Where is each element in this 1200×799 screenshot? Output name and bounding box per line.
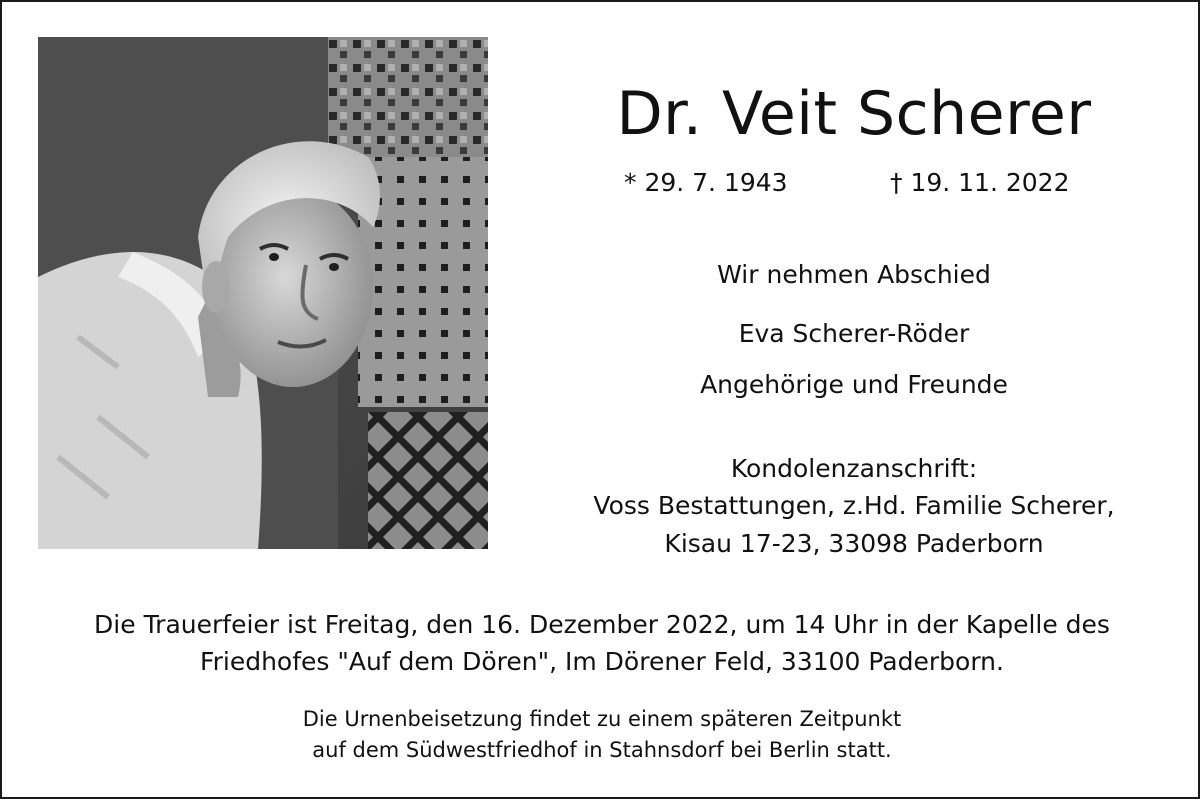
urn-burial-info bbox=[2, 704, 1200, 766]
condolence-heading: Kondolenzanschrift: bbox=[730, 454, 978, 483]
service-line-2: Friedhofes "Auf dem Dören", Im Dörener Feld, 33100 Paderborn. bbox=[200, 647, 1004, 676]
condolence-address-line-1: Voss Bestattungen, z.Hd. Familie Scherer, bbox=[593, 491, 1115, 520]
service-line-1: Die Trauerfeier ist Freitag, den 16. Dezember 2022, um 14 Uhr in der Kapelle des bbox=[94, 610, 1110, 639]
death-date: † 19. 11. 2022 bbox=[890, 168, 1070, 197]
portrait-photo bbox=[38, 37, 488, 549]
funeral-service-info bbox=[2, 606, 1200, 680]
condolence-address-line-2: Kisau 17-23, 33098 Paderborn bbox=[664, 529, 1044, 558]
mourner-name: Eva Scherer-Röder bbox=[738, 319, 970, 348]
farewell-text: Wir nehmen Abschied bbox=[717, 260, 991, 289]
urn-line-1: Die Urnenbeisetzung findet zu einem späteren Zeitpunkt bbox=[302, 707, 902, 731]
birth-date: * 29. 7. 1943 bbox=[624, 168, 788, 197]
mourner-relatives: Angehörige und Freunde bbox=[700, 370, 1008, 399]
urn-line-2: auf dem Südwestfriedhof in Stahnsdorf bei Berlin statt. bbox=[312, 738, 892, 762]
deceased-name: Dr. Veit Scherer bbox=[616, 79, 1092, 149]
